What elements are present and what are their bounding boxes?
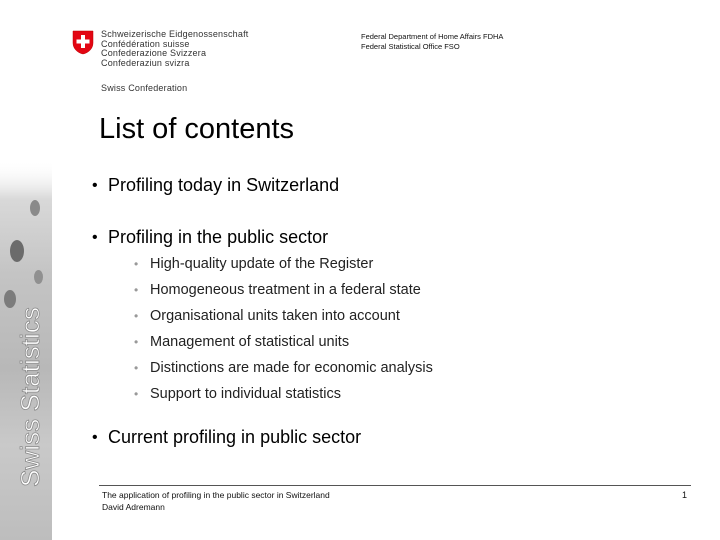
bullet-item — [92, 427, 361, 448]
swiss-confederation-label: Swiss Confederation — [101, 83, 188, 93]
sub-bullet-text: Support to individual statistics — [150, 386, 342, 402]
sub-bullet-item — [134, 256, 373, 272]
confederation-line: Schweizerische Eidgenossenschaft — [101, 29, 249, 39]
department-name: Federal Department of Home Affairs FDHA — [361, 32, 504, 41]
footer-info — [102, 490, 330, 513]
confederation-line: Confédération suisse — [101, 38, 190, 49]
slide-title: List of contents — [99, 113, 295, 145]
footer-presentation-title: The application of profiling in the public sector in Switzerland — [102, 490, 330, 500]
sub-bullet-item — [134, 386, 341, 402]
sub-bullet-item — [134, 308, 400, 324]
bullet-dot: • — [92, 228, 98, 246]
bullet-text: Current profiling in public sector — [108, 427, 362, 447]
sub-bullet-dot: • — [134, 387, 139, 401]
sub-bullet-text: Homogeneous treatment in a federal state — [150, 282, 421, 298]
photo-figure — [30, 200, 40, 216]
sub-bullet-item — [134, 282, 421, 298]
bullet-dot: • — [92, 428, 98, 446]
confederation-line: Confederaziun svizra — [101, 57, 190, 68]
bullet-item — [92, 227, 328, 248]
sub-bullet-dot: • — [134, 257, 139, 271]
page-number: 1 — [682, 490, 688, 500]
confederation-line: Confederazione Svizzera — [101, 48, 207, 58]
swiss-coat-of-arms-icon — [72, 30, 94, 55]
swiss-statistics-text: Swiss Statistics — [15, 307, 45, 487]
footer-divider — [99, 485, 691, 486]
photo-figure — [34, 270, 43, 284]
sub-bullet-item — [134, 360, 433, 376]
bullet-text: Profiling today in Switzerland — [108, 175, 340, 195]
bullet-text: Profiling in the public sector — [108, 227, 329, 247]
sub-bullet-text: High-quality update of the Register — [150, 256, 374, 272]
photo-figure — [10, 240, 24, 262]
sub-bullet-text: Organisational units taken into account — [150, 308, 400, 324]
sub-bullet-text: Management of statistical units — [150, 334, 350, 350]
sub-bullet-dot: • — [134, 335, 139, 349]
sub-bullet-item — [134, 334, 349, 350]
bullet-item — [92, 175, 339, 196]
swiss-statistics-brand — [8, 305, 48, 490]
sub-bullet-dot: • — [134, 283, 139, 297]
photo-fade — [0, 160, 52, 200]
bullet-dot: • — [92, 176, 98, 194]
confederation-lines — [101, 30, 248, 68]
sub-bullet-dot: • — [134, 361, 139, 375]
footer-author: David Adremann — [102, 501, 165, 512]
sub-bullet-dot: • — [134, 309, 139, 323]
sub-bullet-text: Distinctions are made for economic analysis — [150, 360, 433, 376]
department-info — [361, 32, 503, 52]
office-name: Federal Statistical Office FSO — [361, 42, 460, 51]
